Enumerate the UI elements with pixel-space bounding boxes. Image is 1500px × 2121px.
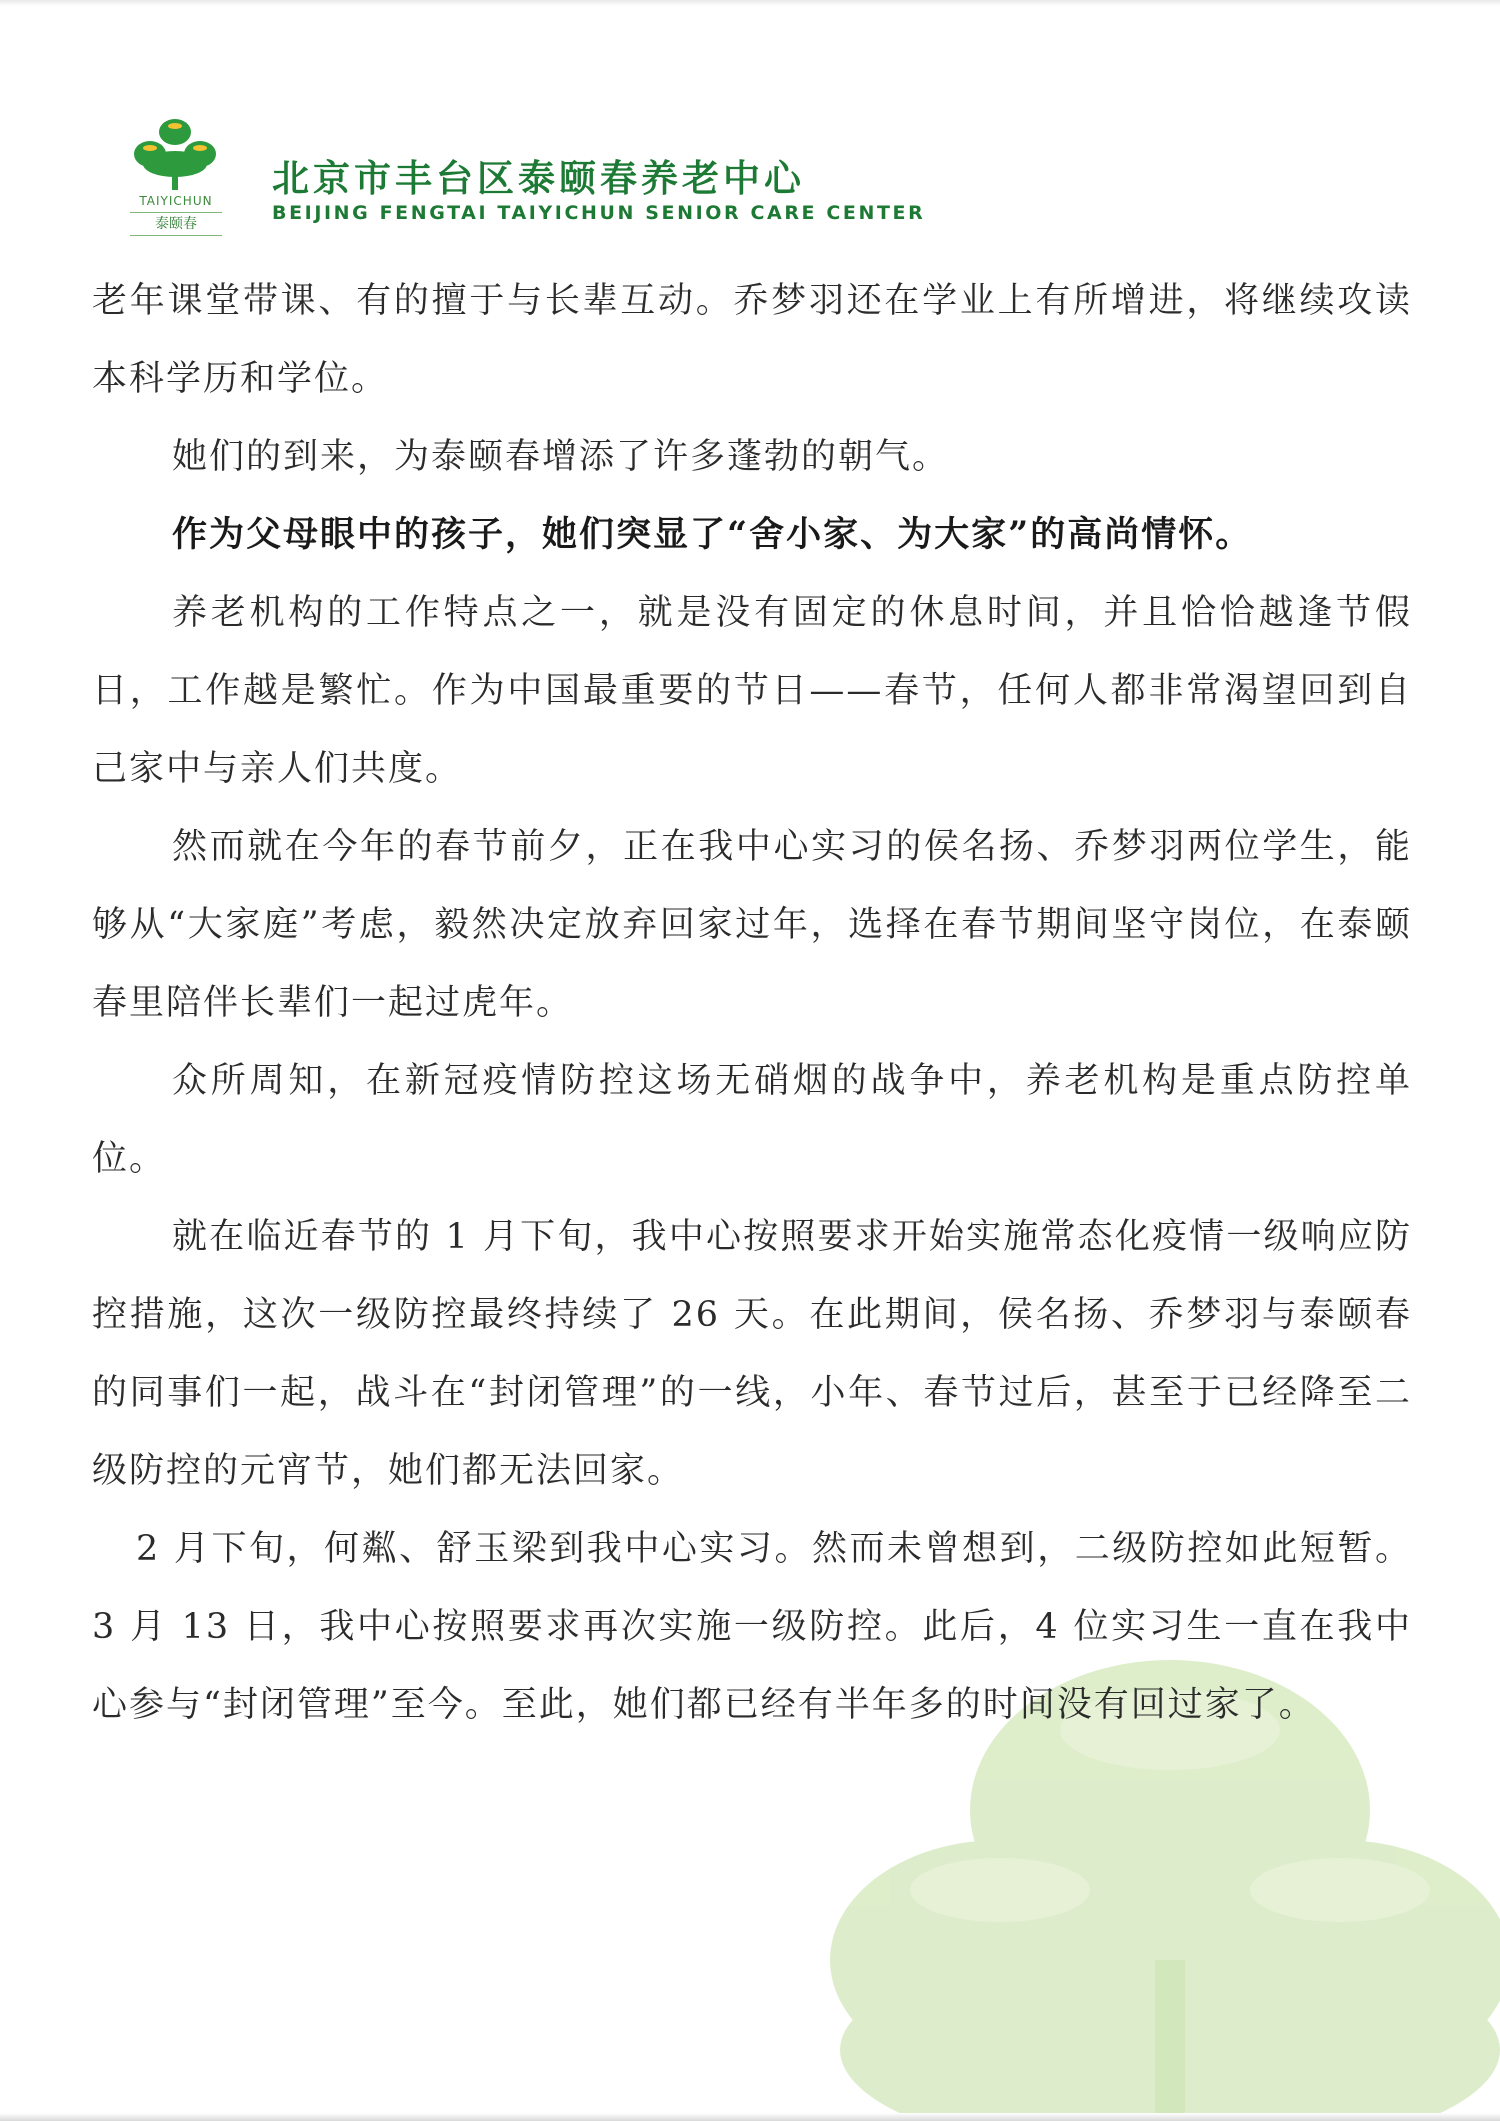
org-logo [120,112,230,240]
scan-edge-bottom [0,2113,1500,2121]
scan-edge-top [0,0,1500,6]
letter-body [92,262,1412,1744]
paragraph: 然而就在今年的春节前夕，正在我中心实习的侯名扬、乔梦羽两位学生，能够从“大家庭”考虑，毅然决定放弃回家过年，选择在春节期间坚守岗位，在泰颐春里陪伴长辈们一起过虎年。 [92,827,1412,1023]
paragraph: 就在临近春节的 1 月下旬，我中心按照要求开始实施常态化疫情一级响应防控措施，这次一级防控最终持续了 26 天。在此期间，侯名扬、乔梦羽与泰颐春的同事们一起，战斗在“封闭管理”的一线，小年、春节过后，甚至于已经降至二级防控的元宵节，她们都无法回家。 [92,1217,1412,1491]
letterhead [120,112,1020,242]
org-name-en: BEIJING FENGTAI TAIYICHUN SENIOR CARE CENTER [272,202,926,224]
paragraph-highlight: 作为父母眼中的孩子，她们突显了“舍小家、为大家”的高尚情怀。 [172,514,1253,555]
logo-text-cn: 泰颐春 [130,212,222,236]
pine-tree-logo-icon [120,112,230,192]
paragraph: 养老机构的工作特点之一，就是没有固定的休息时间，并且恰恰越逢节假日，工作越是繁忙。作为中国最重要的节日——春节，任何人都非常渴望回到自己家中与亲人们共度。 [92,593,1412,789]
paragraph: 众所周知，在新冠疫情防控这场无硝烟的战争中，养老机构是重点防控单位。 [92,1061,1412,1179]
paragraph: 她们的到来，为泰颐春增添了许多蓬勃的朝气。 [172,437,950,477]
paragraph: 2 月下旬，何粼、舒玉梁到我中心实习。然而未曾想到，二级防控如此短暂。3 月 13 日，我中心按照要求再次实施一级防控。此后，4 位实习生一直在我中心参与“封闭管理”至今。至此，她们都已经有半年多的时间没有回过家了。 [92,1529,1412,1725]
logo-text-en: TAIYICHUN [139,194,213,208]
paragraph: 老年课堂带课、有的擅于与长辈互动。乔梦羽还在学业上有所增进，将继续攻读本科学历和学位。 [92,281,1412,399]
org-name-cn: 北京市丰台区泰颐春养老中心 [272,157,805,200]
